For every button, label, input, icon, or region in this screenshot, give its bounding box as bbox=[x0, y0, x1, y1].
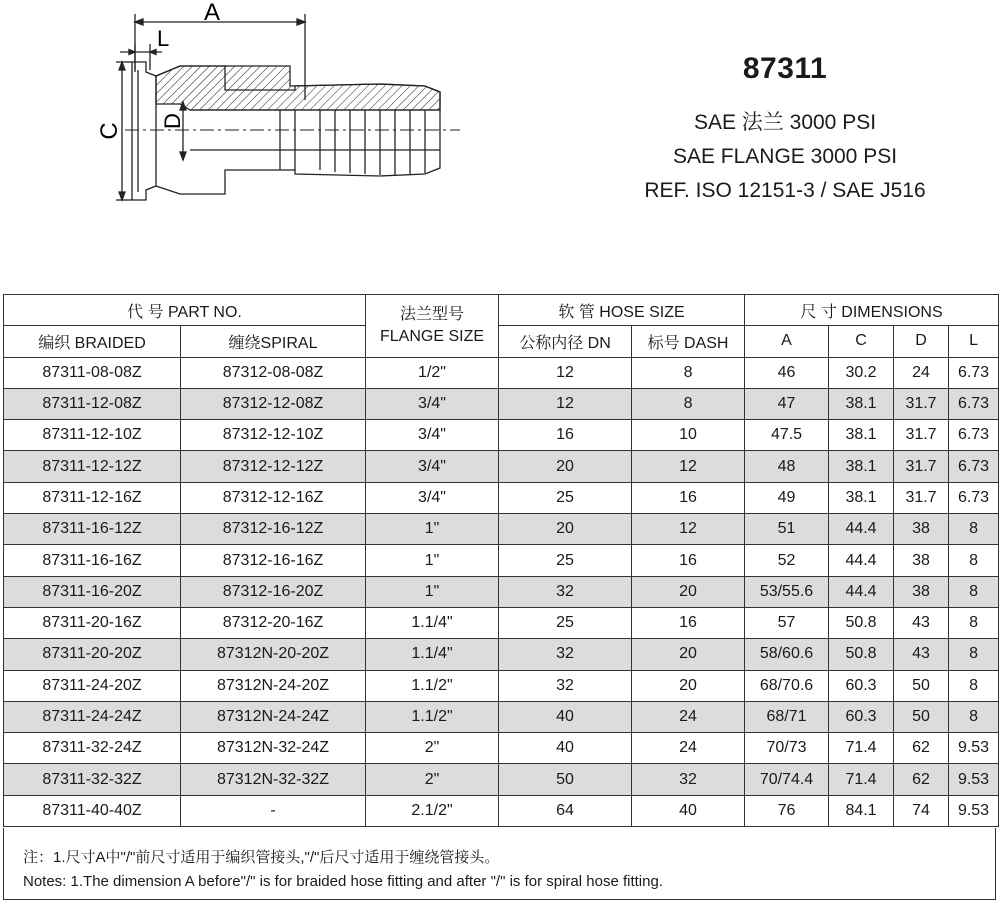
cell-flange: 3/4" bbox=[366, 451, 499, 482]
cell-dash: 24 bbox=[632, 733, 745, 764]
table-row bbox=[4, 733, 999, 764]
cell-d: 31.7 bbox=[894, 388, 949, 419]
title-block bbox=[560, 52, 1000, 208]
header-l: L bbox=[949, 326, 999, 357]
cell-a: 51 bbox=[745, 514, 829, 545]
header-dimensions: 尺 寸 DIMENSIONS bbox=[745, 295, 999, 326]
cell-braided: 87311-12-16Z bbox=[4, 482, 181, 513]
cell-c: 38.1 bbox=[829, 420, 894, 451]
cell-dn: 20 bbox=[499, 451, 632, 482]
cell-a: 68/70.6 bbox=[745, 670, 829, 701]
cell-l: 8 bbox=[949, 607, 999, 638]
cell-a: 52 bbox=[745, 545, 829, 576]
cell-l: 9.53 bbox=[949, 733, 999, 764]
cell-c: 44.4 bbox=[829, 545, 894, 576]
cell-a: 70/74.4 bbox=[745, 764, 829, 795]
cell-spiral: 87312-12-12Z bbox=[181, 451, 366, 482]
standard-reference: REF. ISO 12151-3 / SAE J516 bbox=[644, 179, 926, 202]
table-row bbox=[4, 795, 999, 826]
table-row bbox=[4, 514, 999, 545]
cell-l: 8 bbox=[949, 670, 999, 701]
cell-a: 47 bbox=[745, 388, 829, 419]
cell-c: 44.4 bbox=[829, 514, 894, 545]
cell-flange: 3/4" bbox=[366, 388, 499, 419]
cell-braided: 87311-20-20Z bbox=[4, 639, 181, 670]
cell-d: 31.7 bbox=[894, 482, 949, 513]
cell-dn: 40 bbox=[499, 701, 632, 732]
cell-a: 70/73 bbox=[745, 733, 829, 764]
cell-flange: 1.1/4" bbox=[366, 607, 499, 638]
cell-spiral: 87312-16-12Z bbox=[181, 514, 366, 545]
spec-table-body bbox=[4, 357, 999, 826]
cell-dash: 16 bbox=[632, 607, 745, 638]
table-row bbox=[4, 420, 999, 451]
cell-dn: 32 bbox=[499, 670, 632, 701]
cell-flange: 1.1/2" bbox=[366, 670, 499, 701]
table-row bbox=[4, 701, 999, 732]
header-a: A bbox=[745, 326, 829, 357]
subtitle-en: SAE FLANGE 3000 PSI bbox=[672, 145, 898, 168]
cell-spiral: 87312-20-16Z bbox=[181, 607, 366, 638]
cell-braided: 87311-12-08Z bbox=[4, 388, 181, 419]
header-d: D bbox=[894, 326, 949, 357]
cell-l: 8 bbox=[949, 701, 999, 732]
cell-d: 43 bbox=[894, 639, 949, 670]
dim-c-label: C bbox=[96, 122, 123, 140]
cell-braided: 87311-32-32Z bbox=[4, 764, 181, 795]
cell-dash: 32 bbox=[632, 764, 745, 795]
cell-c: 30.2 bbox=[829, 357, 894, 388]
cell-spiral: 87312N-20-20Z bbox=[181, 639, 366, 670]
cell-flange: 1" bbox=[366, 514, 499, 545]
cell-braided: 87311-08-08Z bbox=[4, 357, 181, 388]
table-row bbox=[4, 764, 999, 795]
cell-braided: 87311-20-16Z bbox=[4, 607, 181, 638]
dim-a-label: A bbox=[203, 0, 221, 26]
cell-d: 24 bbox=[894, 357, 949, 388]
cell-braided: 87311-12-12Z bbox=[4, 451, 181, 482]
header-part-no: 代 号 PART NO. bbox=[4, 295, 366, 326]
cell-d: 62 bbox=[894, 733, 949, 764]
cell-c: 60.3 bbox=[829, 670, 894, 701]
cell-d: 74 bbox=[894, 795, 949, 826]
cell-spiral: 87312-12-10Z bbox=[181, 420, 366, 451]
cell-flange: 2" bbox=[366, 733, 499, 764]
header-dash: 标号 DASH bbox=[632, 326, 745, 357]
cell-l: 6.73 bbox=[949, 357, 999, 388]
cell-a: 46 bbox=[745, 357, 829, 388]
cell-spiral: 87312-12-08Z bbox=[181, 388, 366, 419]
cell-braided: 87311-16-16Z bbox=[4, 545, 181, 576]
cell-l: 8 bbox=[949, 545, 999, 576]
cell-spiral: 87312-16-20Z bbox=[181, 576, 366, 607]
cell-braided: 87311-32-24Z bbox=[4, 733, 181, 764]
cell-flange: 1" bbox=[366, 545, 499, 576]
cell-l: 9.53 bbox=[949, 764, 999, 795]
table-row bbox=[4, 451, 999, 482]
cell-l: 6.73 bbox=[949, 482, 999, 513]
cell-d: 31.7 bbox=[894, 451, 949, 482]
note-en: Notes: 1.The dimension A before"/" is for braided hose fitting and after "/" is for spiral hose fitting. bbox=[23, 873, 663, 890]
note-cn: 注：1.尺寸A中"/"前尺寸适用于编织管接头,"/"后尺寸适用于缠绕管接头。 bbox=[23, 849, 500, 866]
cell-dn: 32 bbox=[499, 576, 632, 607]
cell-l: 6.73 bbox=[949, 451, 999, 482]
cell-flange: 3/4" bbox=[366, 420, 499, 451]
table-row bbox=[4, 639, 999, 670]
cell-spiral: 87312-12-16Z bbox=[181, 482, 366, 513]
cell-a: 58/60.6 bbox=[745, 639, 829, 670]
cell-c: 38.1 bbox=[829, 388, 894, 419]
cell-c: 71.4 bbox=[829, 733, 894, 764]
cell-a: 48 bbox=[745, 451, 829, 482]
cell-flange: 2.1/2" bbox=[366, 795, 499, 826]
cell-dash: 12 bbox=[632, 451, 745, 482]
notes bbox=[3, 828, 996, 900]
cell-dn: 25 bbox=[499, 545, 632, 576]
cell-dash: 20 bbox=[632, 670, 745, 701]
cell-l: 6.73 bbox=[949, 420, 999, 451]
cell-dn: 40 bbox=[499, 733, 632, 764]
cell-a: 57 bbox=[745, 607, 829, 638]
cell-dn: 12 bbox=[499, 357, 632, 388]
cell-dn: 50 bbox=[499, 764, 632, 795]
cell-dn: 16 bbox=[499, 420, 632, 451]
cell-spiral: 87312N-32-32Z bbox=[181, 764, 366, 795]
cell-d: 62 bbox=[894, 764, 949, 795]
cell-c: 60.3 bbox=[829, 701, 894, 732]
table-row bbox=[4, 576, 999, 607]
cell-d: 38 bbox=[894, 576, 949, 607]
table-row bbox=[4, 388, 999, 419]
subtitle-cn: SAE 法兰 3000 PSI bbox=[693, 111, 877, 134]
cell-dn: 64 bbox=[499, 795, 632, 826]
spec-table bbox=[3, 294, 999, 827]
cell-l: 9.53 bbox=[949, 795, 999, 826]
cell-dash: 24 bbox=[632, 701, 745, 732]
cell-dash: 12 bbox=[632, 514, 745, 545]
header-braided: 编织 BRAIDED bbox=[4, 326, 181, 357]
cell-dash: 8 bbox=[632, 388, 745, 419]
cell-braided: 87311-12-10Z bbox=[4, 420, 181, 451]
cell-dash: 8 bbox=[632, 357, 745, 388]
cell-l: 8 bbox=[949, 639, 999, 670]
cell-spiral: 87312N-32-24Z bbox=[181, 733, 366, 764]
cell-braided: 87311-24-24Z bbox=[4, 701, 181, 732]
cell-flange: 2" bbox=[366, 764, 499, 795]
cell-dash: 20 bbox=[632, 639, 745, 670]
cell-d: 50 bbox=[894, 701, 949, 732]
cell-c: 38.1 bbox=[829, 451, 894, 482]
table-row bbox=[4, 607, 999, 638]
cell-d: 43 bbox=[894, 607, 949, 638]
dim-l-label: L bbox=[157, 26, 170, 51]
cell-braided: 87311-40-40Z bbox=[4, 795, 181, 826]
cell-spiral: 87312-08-08Z bbox=[181, 357, 366, 388]
header-hose-size: 软 管 HOSE SIZE bbox=[499, 295, 745, 326]
cell-dash: 20 bbox=[632, 576, 745, 607]
header-spiral: 缠绕SPIRAL bbox=[181, 326, 366, 357]
cell-a: 68/71 bbox=[745, 701, 829, 732]
table-row bbox=[4, 482, 999, 513]
cell-flange: 1.1/2" bbox=[366, 701, 499, 732]
cell-l: 6.73 bbox=[949, 388, 999, 419]
cell-d: 31.7 bbox=[894, 420, 949, 451]
cell-c: 44.4 bbox=[829, 576, 894, 607]
cell-dn: 12 bbox=[499, 388, 632, 419]
cell-dash: 10 bbox=[632, 420, 745, 451]
cell-l: 8 bbox=[949, 576, 999, 607]
cell-c: 38.1 bbox=[829, 482, 894, 513]
table-row bbox=[4, 357, 999, 388]
cell-spiral: 87312-16-16Z bbox=[181, 545, 366, 576]
header-dn: 公称内径 DN bbox=[499, 326, 632, 357]
cell-spiral: 87312N-24-20Z bbox=[181, 670, 366, 701]
header-flange-size: 法兰型号 FLANGE SIZE bbox=[366, 295, 499, 358]
cell-braided: 87311-24-20Z bbox=[4, 670, 181, 701]
cell-c: 50.8 bbox=[829, 607, 894, 638]
cell-dn: 32 bbox=[499, 639, 632, 670]
header-c: C bbox=[829, 326, 894, 357]
table-row bbox=[4, 545, 999, 576]
cell-c: 50.8 bbox=[829, 639, 894, 670]
cell-braided: 87311-16-20Z bbox=[4, 576, 181, 607]
dim-d-label: D bbox=[160, 113, 185, 129]
cell-a: 47.5 bbox=[745, 420, 829, 451]
cell-a: 76 bbox=[745, 795, 829, 826]
table-row bbox=[4, 670, 999, 701]
cell-d: 50 bbox=[894, 670, 949, 701]
cell-flange: 1/2" bbox=[366, 357, 499, 388]
cell-d: 38 bbox=[894, 545, 949, 576]
cell-dash: 16 bbox=[632, 545, 745, 576]
cell-braided: 87311-16-12Z bbox=[4, 514, 181, 545]
cell-flange: 3/4" bbox=[366, 482, 499, 513]
model-number: 87311 bbox=[742, 52, 828, 85]
cell-a: 49 bbox=[745, 482, 829, 513]
cell-spiral: 87312N-24-24Z bbox=[181, 701, 366, 732]
cell-dn: 20 bbox=[499, 514, 632, 545]
cell-dn: 25 bbox=[499, 482, 632, 513]
fitting-drawing bbox=[80, 0, 480, 215]
cell-c: 71.4 bbox=[829, 764, 894, 795]
cell-flange: 1.1/4" bbox=[366, 639, 499, 670]
cell-l: 8 bbox=[949, 514, 999, 545]
cell-d: 38 bbox=[894, 514, 949, 545]
cell-dash: 16 bbox=[632, 482, 745, 513]
cell-flange: 1" bbox=[366, 576, 499, 607]
cell-a: 53/55.6 bbox=[745, 576, 829, 607]
cell-spiral: - bbox=[181, 795, 366, 826]
cell-c: 84.1 bbox=[829, 795, 894, 826]
cell-dash: 40 bbox=[632, 795, 745, 826]
cell-dn: 25 bbox=[499, 607, 632, 638]
